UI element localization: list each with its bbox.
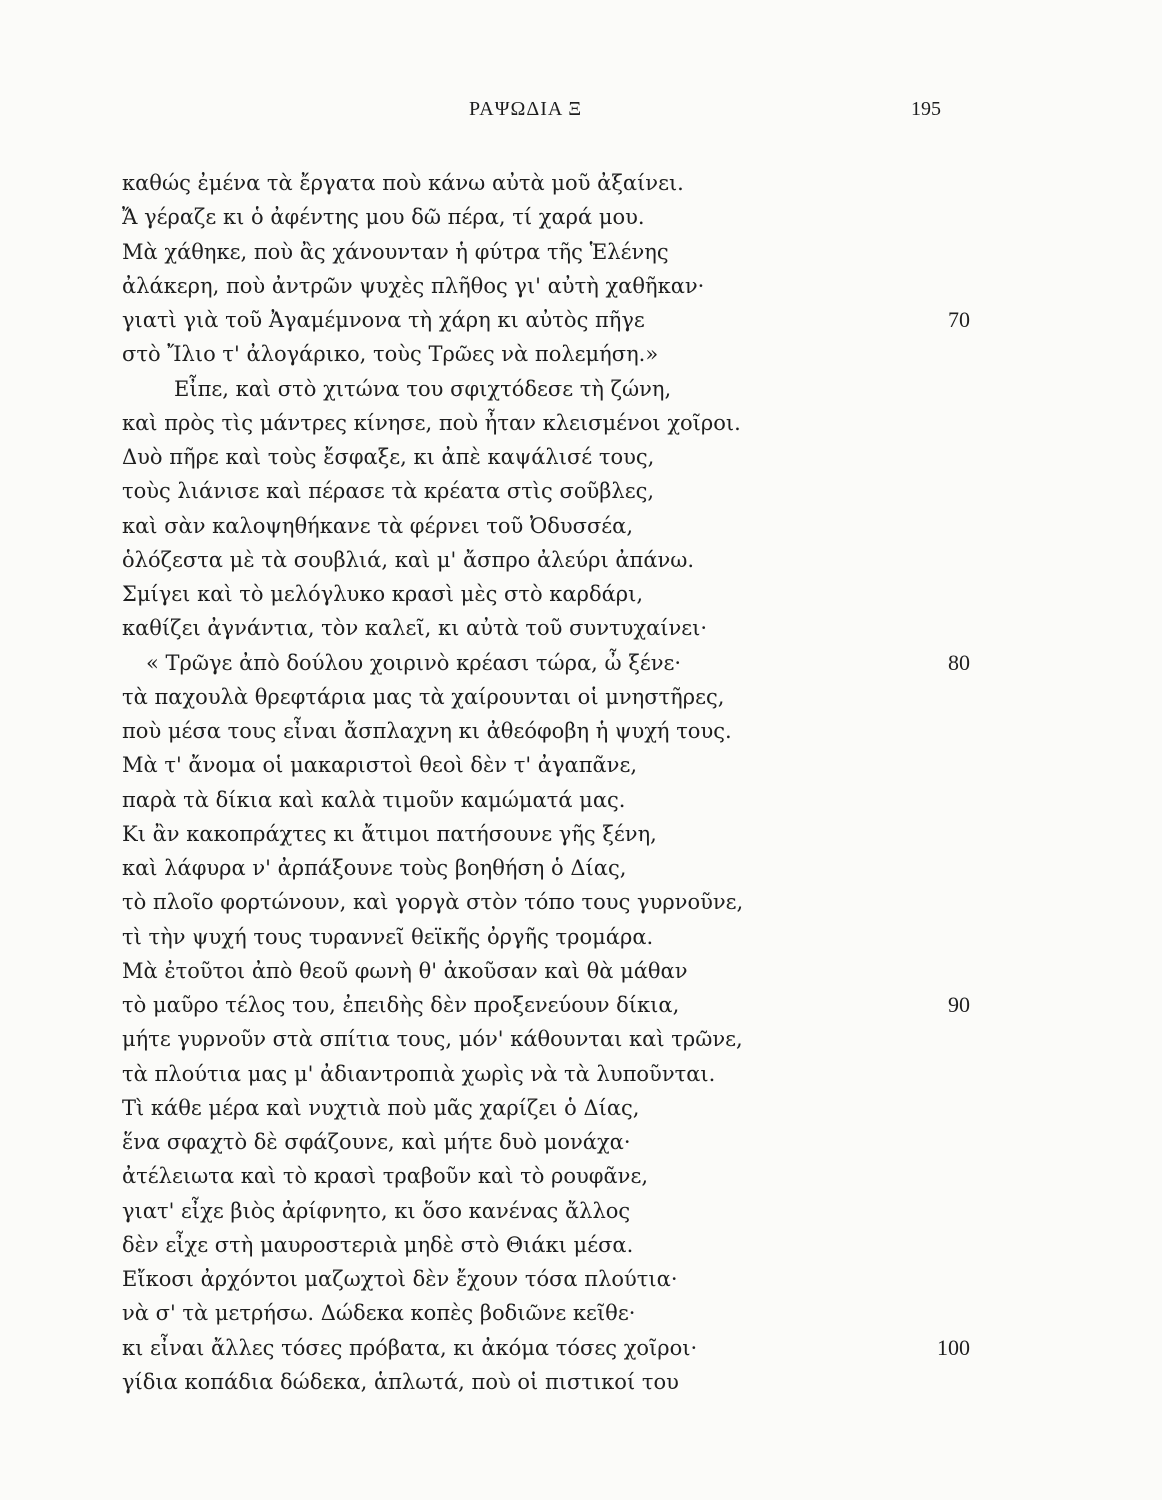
verse-line: ἀλάκερη, ποὺ ἀντρῶν ψυχὲς πλῆθος γι' αὐτὴ χαθῆκαν· xyxy=(122,273,705,298)
verse-line: γιατ' εἶχε βιὸς ἀρίφνητο, κι ὅσο κανένας ἄλλος xyxy=(122,1198,631,1223)
verse-line: ὁλόζεστα μὲ τὰ σουβλιά, καὶ μ' ἄσπρο ἀλεύρι ἀπάνω. xyxy=(122,547,695,572)
verse-line: κι εἶναι ἄλλες τόσες πρόβατα, κι ἀκόμα τόσες χοῖροι· xyxy=(122,1335,698,1360)
verse-line: ποὺ μέσα τους εἶναι ἄσπλαχνη κι ἀθεόφοβη ἡ ψυχή τους. xyxy=(122,719,732,743)
verse-line: Εἴκοσι ἀρχόντοι μαζωχτοὶ δὲν ἔχουν τόσα πλούτια· xyxy=(122,1267,678,1291)
line-number: 80 xyxy=(948,649,970,675)
verse-line: παρὰ τὰ δίκια καὶ καλὰ τιμοῦν καμώματά μας. xyxy=(122,787,626,812)
verse-line: καὶ πρὸς τὶς μάντρες κίνησε, ποὺ ἦταν κλεισμένοι χοῖροι. xyxy=(122,410,741,435)
verse-line: Μὰ χάθηκε, ποὺ ἂς χάνουνταν ἡ φύτρα τῆς Ἑλένης xyxy=(122,239,669,264)
verse-line: στὸ Ἴλιο τ' ἀλογάρικο, τοὺς Τρῶες νὰ πολεμήση.» xyxy=(122,342,659,367)
verse-line: « Τρῶγε ἀπὸ δούλου χοιρινὸ κρέασι τώρα, ὦ ξένε· xyxy=(146,650,682,675)
verse-line: Δυὸ πῆρε καὶ τοὺς ἔσφαξε, κι ἀπὲ καψάλισέ τους, xyxy=(122,445,655,469)
verse-line: Σμίγει καὶ τὸ μελόγλυκο κρασὶ μὲς στὸ καρδάρι, xyxy=(122,582,644,606)
line-number: 100 xyxy=(937,1334,970,1360)
page-header-title: ΡΑΨΩΔΙΑ Ξ xyxy=(469,98,583,120)
verse-line: Μὰ ἐτοῦτοι ἀπὸ θεοῦ φωνὴ θ' ἀκοῦσαν καὶ θὰ μάθαν xyxy=(122,958,688,983)
verse-line: τὶ τὴν ψυχή τους τυραννεῖ θεϊκῆς ὀργῆς τρομάρα. xyxy=(122,924,654,949)
line-number: 90 xyxy=(948,992,970,1017)
verse-line: τοὺς λιάνισε καὶ πέρασε τὰ κρέατα στὶς σοῦβλες, xyxy=(122,479,655,504)
verse-line: δὲν εἶχε στὴ μαυροστεριὰ μηδὲ στὸ Θιάκι μέσα. xyxy=(122,1232,634,1257)
verse-line: γιατὶ γιὰ τοῦ Ἀγαμέμνονα τὴ χάρη κι αὐτὸς πῆγε xyxy=(122,308,645,332)
verse-line: μήτε γυρνοῦν στὰ σπίτια τους, μόν' κάθουνται καὶ τρῶνε, xyxy=(122,1027,743,1052)
verse-line: νὰ σ' τὰ μετρήσω. Δώδεκα κοπὲς βοδιῶνε κεῖθε· xyxy=(122,1301,636,1326)
verse-line: Ἄ γέραζε κι ὁ ἀφέντης μου δῶ πέρα, τί χαρά μου. xyxy=(122,205,645,230)
verse-line: καθίζει ἀγνάντια, τὸν καλεῖ, κι αὐτὰ τοῦ συντυχαίνει· xyxy=(122,616,708,641)
verse-line: γίδια κοπάδια δώδεκα, ἁπλωτά, ποὺ οἱ πιστικοί του xyxy=(122,1369,679,1394)
verse-line: καὶ σὰν καλοψηθήκανε τὰ φέρνει τοῦ Ὀδυσσέα, xyxy=(122,513,634,538)
verse-line: καὶ λάφυρα ν' ἀρπάξουνε τοὺς βοηθήση ὁ Δίας, xyxy=(122,856,627,880)
line-number: 70 xyxy=(948,307,970,332)
page-number: 195 xyxy=(911,98,941,120)
verse-line: ἀτέλειωτα καὶ τὸ κρασὶ τραβοῦν καὶ τὸ ρουφᾶνε, xyxy=(122,1164,648,1189)
verse-line: ἕνα σφαχτὸ δὲ σφάζουνε, καὶ μήτε δυὸ μονάχα· xyxy=(122,1130,631,1154)
verse-line: τὸ μαῦρο τέλος του, ἐπειδὴς δὲν προξενεύουν δίκια, xyxy=(122,993,680,1017)
verse-line: τὸ πλοῖο φορτώνουν, καὶ γοργὰ στὸν τόπο τους γυρνοῦνε, xyxy=(122,890,744,915)
verse-line: Μὰ τ' ἄνομα οἱ μακαριστοὶ θεοὶ δὲν τ' ἀγαπᾶνε, xyxy=(122,753,638,778)
verse-line: Κι ἂν κακοπράχτες κι ἄτιμοι πατήσουνε γῆς ξένη, xyxy=(122,821,657,846)
verse-line: καθώς ἐμένα τὰ ἔργατα ποὺ κάνω αὐτὰ μοῦ ἀξαίνει. xyxy=(122,171,684,195)
verse-line: τὰ παχουλὰ θρεφτάρια μας τὰ χαίρουνται οἱ μνηστῆρες, xyxy=(122,684,725,709)
verse-block xyxy=(122,166,902,1399)
verse-line: Εἶπε, καὶ στὸ χιτώνα του σφιχτόδεσε τὴ ζώνη, xyxy=(174,376,672,401)
verse-line: τὰ πλούτια μας μ' ἀδιαντροπιὰ χωρὶς νὰ τὰ λυποῦνται. xyxy=(122,1061,716,1086)
verse-line: Τὶ κάθε μέρα καὶ νυχτιὰ ποὺ μᾶς χαρίζει ὁ Δίας, xyxy=(122,1095,640,1120)
